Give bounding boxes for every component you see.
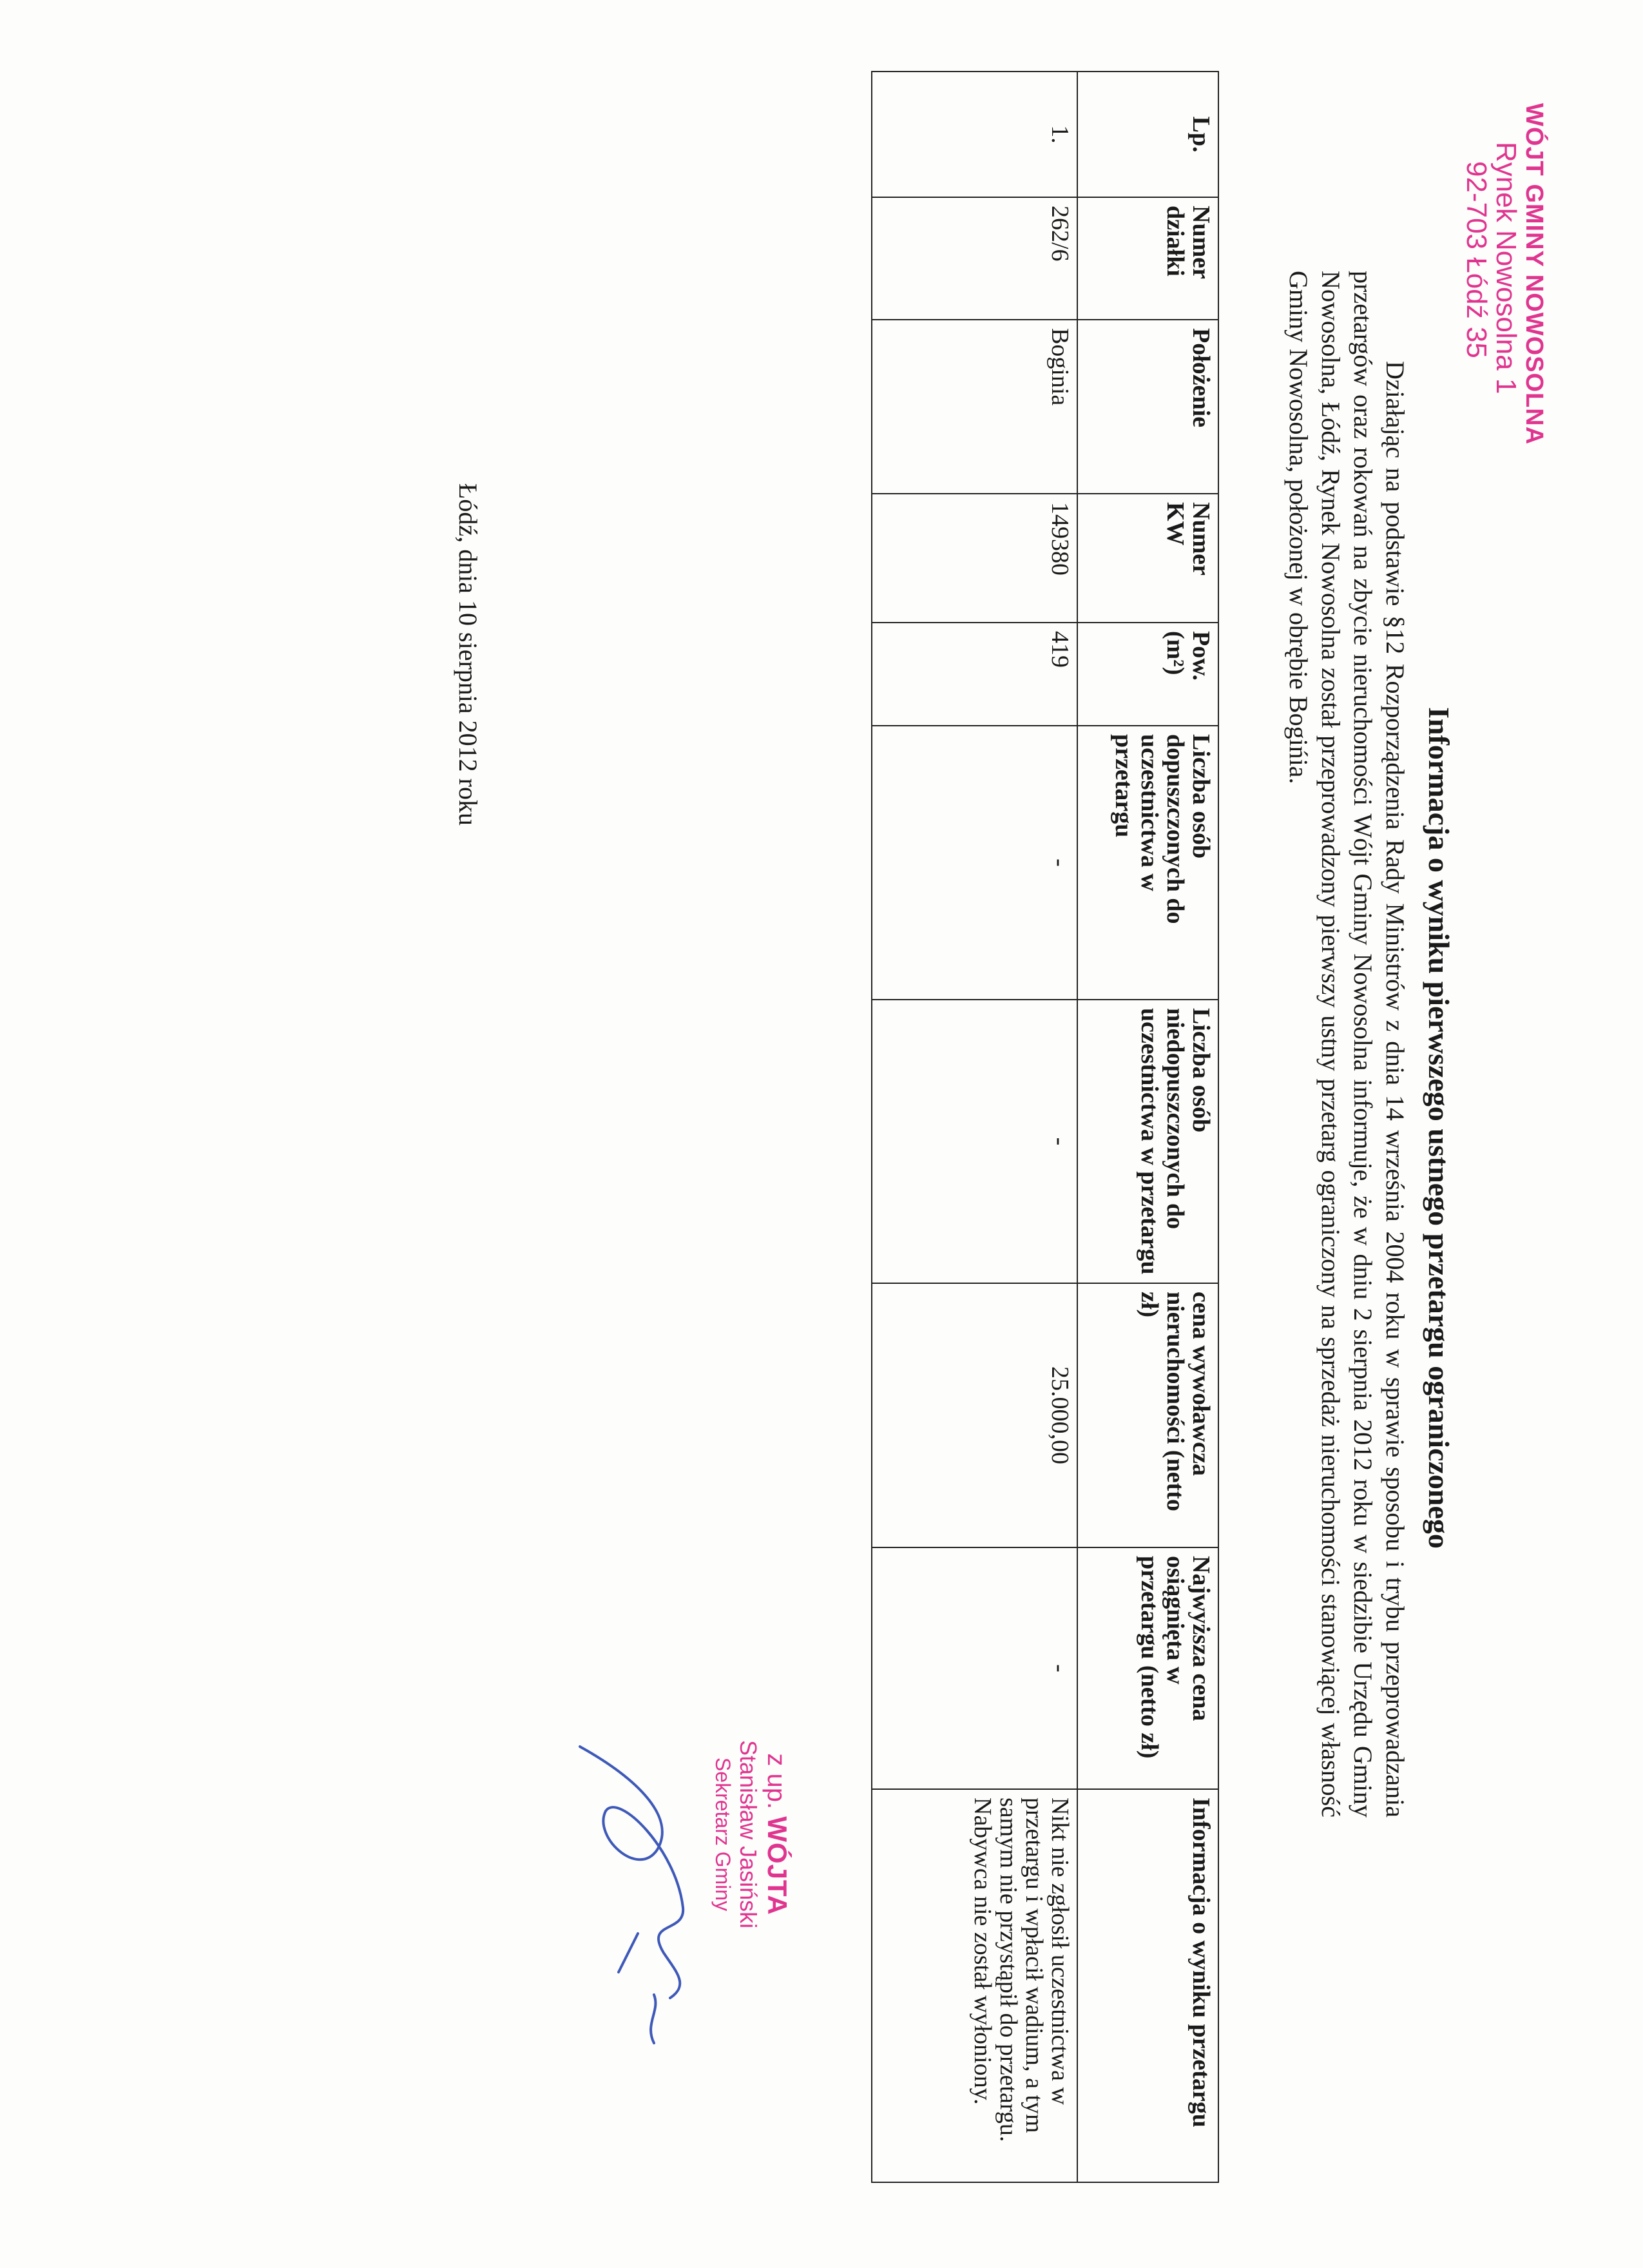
header-numer-kw: Numer KW [1077, 494, 1218, 623]
cell-powierzchnia: 419 [872, 623, 1077, 726]
signature-authority-prefix: z up. [762, 1753, 791, 1810]
header-numer-dzialki: Numer działki [1077, 197, 1218, 320]
header-liczba-dopuszczonych: Liczba osób dopuszczonych do uczestnictwa w przetargu [1077, 726, 1218, 1000]
handwritten-signature-icon [567, 1740, 715, 2075]
header-polozenie: Położenie [1077, 320, 1218, 494]
cell-numer-dzialki: 262/6 [872, 197, 1077, 320]
table-header-row [1077, 72, 1218, 2182]
cell-liczba-niedopuszczonych: - [872, 1000, 1077, 1283]
cell-informacja: Nikt nie zgłosił uczestnictwa w przetargu i wpłacił wadium, a tym samym nie przystąpił do przetargu. Nabywca nie został wyłoniony. [872, 1789, 1077, 2182]
cell-lp: 1. [872, 72, 1077, 197]
signature-name: Stanisław Jasiński [735, 1740, 762, 1929]
cell-najwyzsza-cena: - [872, 1547, 1077, 1789]
cell-liczba-dopuszczonych: - [872, 726, 1077, 1000]
document-date: Łódź, dnia 10 sierpnia 2012 roku [454, 483, 483, 826]
header-informacja: Informacja o wyniku przetargu [1077, 1789, 1218, 2182]
signature-authority [762, 1740, 793, 1928]
header-cena-wywolawcza: cena wywoławcza nieruchomości (netto zł) [1077, 1283, 1218, 1547]
document-title: Informacja o wyniku pierwszego ustnego przetargu ograniczonego [1423, 707, 1456, 1549]
signature-role: Sekretarz Gminy [711, 1757, 735, 1912]
municipality-stamp [1461, 103, 1546, 445]
header-liczba-niedopuszczonych: Liczba osób niedopuszczonych do uczestnictwa w przetargu [1077, 1000, 1218, 1283]
stamp-line-3: 92-703 Łódź 35 [1460, 161, 1492, 358]
stamp-line-2: Rynek Nowosolna 1 [1490, 142, 1523, 394]
header-powierzchnia: Pow. (m²) [1077, 623, 1218, 726]
header-lp: Lp. [1077, 72, 1218, 197]
body-paragraph: Działając na podstawie §12 Rozporządzenia Rady Ministrów z dnia 14 września 2004 roku w sprawie sposobu i trybu przeprowadzania przetargów oraz rokowań na zbycie nieruchomości Wójt Gminy Nowosolna informuje, że w dniu 2 sierpnia 2012 roku w siedzibie Urzędu Gminy Nowosolna, Łódź, Rynek Nowosolna został przeprowadzony pierwszy ustny przetarg ograniczony na sprzedaż nieruchomości stanowiącej własność Gminy Nowosolna, położonej w obrębie Bogińia. [1284, 271, 1410, 1817]
signature-authority-title: WÓJTA [762, 1816, 793, 1915]
auction-results-table [871, 71, 1219, 2183]
signature-stamp [711, 1740, 793, 1928]
cell-cena-wywolawcza: 25.000,00 [872, 1283, 1077, 1547]
table-row [872, 72, 1077, 2182]
header-najwyzsza-cena: Najwyższa cena osiągnięta w przetargu (netto zł) [1077, 1547, 1218, 1789]
cell-polozenie: Boginia [872, 320, 1077, 494]
cell-numer-kw: 149380 [872, 494, 1077, 623]
stamp-line-1: WÓJT GMINY NOWOSOLNA [1521, 103, 1548, 445]
